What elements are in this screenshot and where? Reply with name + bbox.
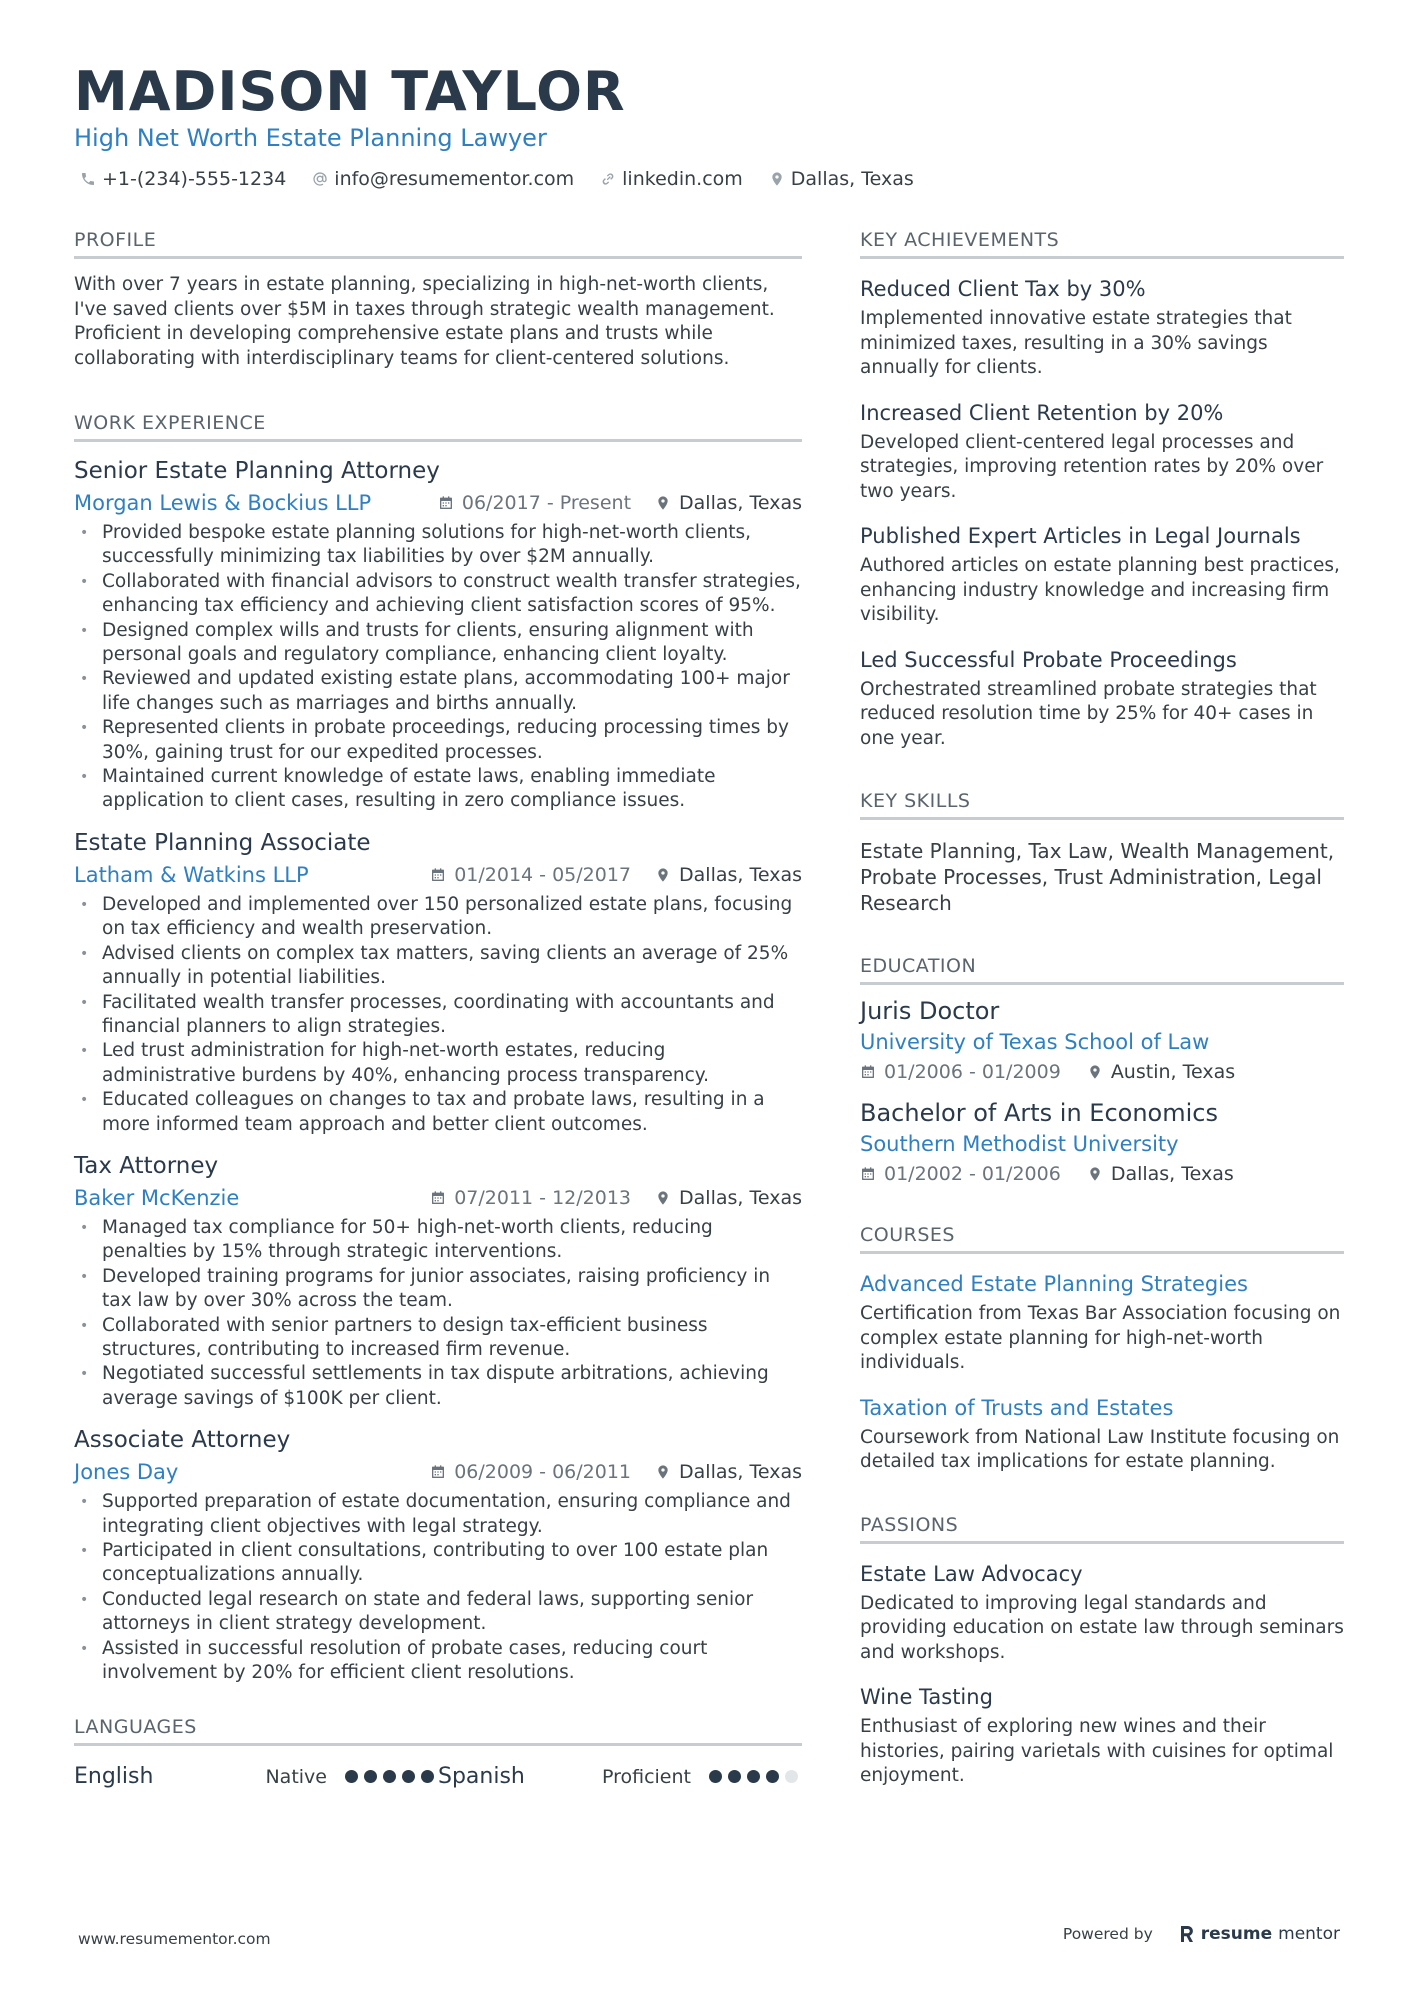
job-title: Associate Attorney [74,1427,291,1454]
powered-by-label: Powered by [1062,1925,1153,1943]
map-pin-icon [1087,1064,1103,1080]
profile-text: With over 7 years in estate planning, specializing in high-net-worth clients, I've saved clients over $5M in taxes through strategic wealth management. Proficient in developing comprehensive estate plans and trusts while collaborating with interdisciplinary teams for client-centered solutions. [74,274,775,369]
job-bullets [74,1216,802,1411]
job-date-location [430,1187,802,1209]
date-text: 06/2009 - 06/2011 [454,1461,632,1484]
passions-heading: PASSIONS [860,1513,1344,1544]
job-bullet: • Advised clients on complex tax matters, saving clients an average of 25% annually in potential liabilities. [74,942,802,991]
achievement-desc: Developed client-centered legal processes and strategies, improving retention rates by 20% over two years. [860,431,1324,502]
map-pin-icon [769,171,785,187]
achievement-desc: Implemented innovative estate strategies that minimized taxes, resulting in a 30% savings annually for clients. [860,308,1292,378]
language-item [438,1764,802,1789]
calendar-icon [430,867,446,883]
job-title: Tax Attorney [74,1152,219,1179]
language-level: Native [265,1765,327,1788]
date-range [860,1061,1061,1083]
job-bullet: • Participated in client consultations, contributing to over 100 estate plan conceptualizations annually. [74,1539,802,1588]
language-name: English [74,1764,154,1790]
date-range [860,1163,1061,1185]
achievement-title: Reduced Client Tax by 30% [860,277,1146,301]
achievement-desc: Orchestrated streamlined probate strategies that reduced resolution time by 25% for 40+ cases in one year. [860,678,1317,749]
rating-dot [785,1770,798,1783]
contact-email[interactable] [312,168,574,190]
map-pin-icon [655,867,671,883]
job-bullet: • Developed and implemented over 150 personalized estate plans, focusing on tax efficiency and wealth preservation. [74,893,802,942]
footer-branding [1063,1924,1340,1944]
course-item [860,1394,1344,1475]
course-item [860,1270,1344,1376]
candidate-name: MADISON TAYLOR [74,60,626,123]
passion-item [860,1683,1344,1789]
location-text: Dallas, Texas [1110,1163,1234,1185]
education-degree: Juris Doctor [860,997,1000,1025]
rating-dot [402,1770,415,1783]
link-icon [600,171,616,187]
achievements-heading: KEY ACHIEVEMENTS [860,228,1344,259]
achievement-title: Increased Client Retention by 20% [860,400,1224,425]
passion-item [860,1560,1344,1666]
location-text: Dallas, Texas [679,1461,802,1484]
left-column [74,228,802,1789]
profile-heading: PROFILE [74,228,802,259]
job-meta [74,861,802,889]
achievement-title: Led Successful Probate Proceedings [860,647,1237,672]
job-bullet: • Facilitated wealth transfer processes, coordinating with accountants and financial planners to align strategies. [74,991,802,1040]
location [655,1461,802,1483]
date-text: 01/2014 - 05/2017 [454,863,632,886]
education-item [860,995,1344,1083]
rating-dot [766,1770,779,1783]
date-range [430,1461,631,1483]
phone-icon [80,171,96,187]
education-school: Southern Methodist University [860,1132,1179,1156]
date-text: 01/2006 - 01/2009 [884,1061,1061,1083]
achievement-item [860,646,1344,752]
brand-mark-icon [1179,1925,1195,1943]
location-text: Dallas, Texas [679,1186,802,1209]
contact-linkedin[interactable] [600,168,743,190]
passion-title: Wine Tasting [860,1685,993,1709]
map-pin-icon [1087,1166,1103,1182]
rating-dot [747,1770,760,1783]
job-date-location [430,864,802,886]
brand-bold: resume [1200,1924,1273,1944]
linkedin-text: linkedin.com [622,168,743,190]
job-bullet: • Designed complex wills and trusts for clients, ensuring alignment with personal goals and regulatory compliance, enhancing client loyalty. [74,619,802,668]
job-entry [74,1425,802,1685]
languages-heading: LANGUAGES [74,1715,802,1746]
footer-website[interactable]: www.resumementor.com [78,1930,271,1948]
location [655,492,802,514]
job-bullet: • Led trust administration for high-net-worth estates, reducing administrative burdens by 40%, enhancing process transparency. [74,1039,802,1088]
job-bullet: • Assisted in successful resolution of probate cases, reducing court involvement by 20% for efficient client resolutions. [74,1637,802,1686]
brand-logo[interactable] [1179,1924,1340,1944]
map-pin-icon [655,495,671,511]
rating-dot [383,1770,396,1783]
job-bullet: • Educated colleagues on changes to tax and probate laws, resulting in a more informed team approach and better client outcomes. [74,1088,802,1137]
job-bullet: • Represented clients in probate proceedings, reducing processing times by 30%, gaining trust for our expedited processes. [74,716,802,765]
course-title: Advanced Estate Planning Strategies [860,1272,1248,1296]
language-level: Proficient [601,1765,691,1788]
location-text: Dallas, Texas [790,168,914,190]
achievement-item [860,522,1344,628]
job-entry [74,1151,802,1411]
education-heading: EDUCATION [860,954,1344,985]
date-text: 01/2002 - 01/2006 [884,1163,1061,1185]
rating-dot [345,1770,358,1783]
job-bullet: • Provided bespoke estate planning solutions for high-net-worth clients, successfully minimizing tax liabilities by over $2M annually. [74,521,802,570]
job-title: Estate Planning Associate [74,829,371,856]
education-list [860,995,1344,1185]
location [1087,1061,1235,1083]
date-text: 07/2011 - 12/2013 [454,1186,632,1209]
job-bullets [74,893,802,1137]
job-meta [74,489,802,517]
job-bullet: • Collaborated with senior partners to design tax-efficient business structures, contributing to increased firm revenue. [74,1314,802,1363]
job-entry [74,828,802,1137]
job-bullet: • Supported preparation of estate documentation, ensuring compliance and integrating client objectives with legal strategy. [74,1490,802,1539]
calendar-icon [430,1464,446,1480]
courses-heading: COURSES [860,1223,1344,1254]
passion-list [860,1560,1344,1789]
job-date-location [438,492,802,514]
location [655,864,802,886]
job-entry [74,456,802,814]
achievement-item [860,275,1344,381]
location [655,1187,802,1209]
passion-title: Estate Law Advocacy [860,1561,1083,1586]
job-company: Baker McKenzie [74,1185,240,1210]
achievement-item [860,399,1344,505]
phone-text: +1-(234)-555-1234 [102,168,287,190]
job-company: Jones Day [74,1460,179,1485]
date-range [430,864,631,886]
course-list [860,1270,1344,1475]
job-bullets [74,521,802,814]
course-title: Taxation of Trusts and Estates [860,1395,1174,1420]
date-range [438,492,631,514]
achievement-desc: Authored articles on estate planning best practices, enhancing industry knowledge and increasing firm visibility. [860,555,1340,625]
date-text: 06/2017 - Present [461,492,632,514]
language-rating [345,1770,434,1783]
map-pin-icon [655,1190,671,1206]
calendar-icon [430,1190,446,1206]
job-company: Morgan Lewis & Bockius LLP [74,491,372,515]
calendar-icon [860,1166,876,1182]
contact-bar [80,168,914,190]
education-item [860,1097,1344,1185]
job-bullet: • Managed tax compliance for 50+ high-net-worth clients, reducing penalties by 15% through strategic interventions. [74,1216,802,1265]
experience-heading: WORK EXPERIENCE [74,411,802,442]
job-list [74,456,802,1685]
job-bullets [74,1490,802,1685]
job-bullet: • Collaborated with financial advisors to construct wealth transfer strategies, enhancing tax efficiency and achieving client satisfaction scores of 95%. [74,570,802,619]
location-text: Dallas, Texas [679,492,802,514]
job-bullet: • Developed training programs for junior associates, raising proficiency in tax law by over 30% across the team. [74,1265,802,1314]
email-text: info@resumementor.com [334,168,575,190]
location [1087,1163,1234,1185]
job-bullet: • Reviewed and updated existing estate plans, accommodating 100+ major life changes such as marriages and births annually. [74,667,802,716]
education-meta [860,1163,1344,1185]
education-meta [860,1061,1344,1083]
skills-text: Estate Planning, Tax Law, Wealth Management, Probate Processes, Trust Administration, Legal Research [860,839,1335,915]
language-name: Spanish [438,1764,525,1790]
job-company: Latham & Watkins LLP [74,862,309,887]
passion-desc: Dedicated to improving legal standards and providing education on estate law through seminars and workshops. [860,1592,1344,1663]
location-text: Dallas, Texas [679,863,802,886]
calendar-icon [438,495,454,511]
contact-phone[interactable] [80,168,286,190]
rating-dot [421,1770,434,1783]
calendar-icon [860,1064,876,1080]
achievement-title: Published Expert Articles in Legal Journals [860,524,1301,548]
date-range [430,1187,631,1209]
rating-dot [728,1770,741,1783]
job-date-location [430,1461,802,1483]
at-icon [312,171,328,187]
job-bullet: • Maintained current knowledge of estate laws, enabling immediate application to client cases, resulting in zero compliance issues. [74,765,802,814]
job-meta [74,1184,802,1212]
job-bullet: • Conducted legal research on state and federal laws, supporting senior attorneys in client strategy development. [74,1588,802,1637]
skills-heading: KEY SKILLS [860,789,1344,820]
achievement-list [860,275,1344,751]
course-desc: Coursework from National Law Institute focusing on detailed tax implications for estate planning. [860,1426,1340,1472]
rating-dot [709,1770,722,1783]
location-text: Austin, Texas [1110,1061,1236,1083]
right-column [860,228,1344,1789]
language-list [74,1764,802,1789]
language-rating [709,1770,798,1783]
brand-light: mentor [1278,1924,1340,1944]
contact-location [769,168,914,190]
passion-desc: Enthusiast of exploring new wines and their histories, pairing varietals with cuisines for optimal enjoyment. [860,1716,1334,1786]
job-title: Senior Estate Planning Attorney [74,458,440,484]
job-meta [74,1458,802,1486]
map-pin-icon [655,1464,671,1480]
rating-dot [364,1770,377,1783]
education-degree: Bachelor of Arts in Economics [860,1099,1218,1127]
candidate-title: High Net Worth Estate Planning Lawyer [74,124,547,152]
job-bullet: • Negotiated successful settlements in tax dispute arbitrations, achieving average savings of $100K per client. [74,1362,802,1411]
course-desc: Certification from Texas Bar Association focusing on complex estate planning for high-net-worth individuals. [860,1303,1341,1373]
education-school: University of Texas School of Law [860,1030,1210,1054]
language-item [74,1764,438,1789]
